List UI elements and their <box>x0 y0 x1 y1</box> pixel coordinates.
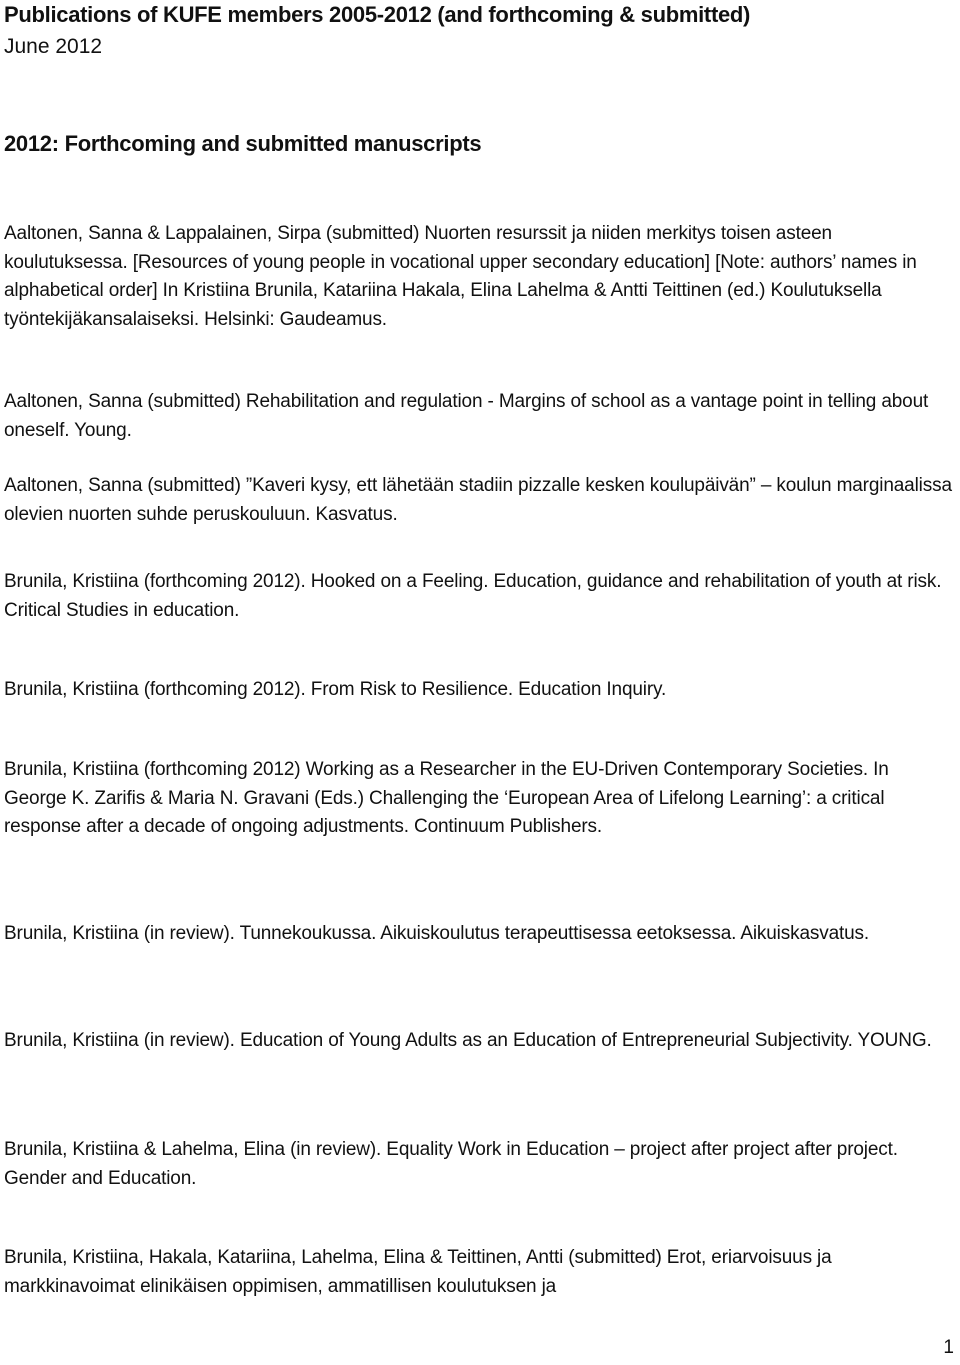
publication-entry: Brunila, Kristiina, Hakala, Katariina, Lahelma, Elina & Teittinen, Antti (submitted) Erot, eriarvoisuus ja markkinavoimat elinikäisen oppimisen, ammatillisen koulutuksen ja <box>4 1247 832 1297</box>
section-heading: 2012: Forthcoming and submitted manuscripts <box>4 131 482 156</box>
publication-entry: Brunila, Kristiina (in review). Tunnekoukussa. Aikuiskoulutus terapeuttisessa eetoksessa. Aikuiskasvatus. <box>4 923 870 944</box>
publication-entry: Brunila, Kristiina & Lahelma, Elina (in review). Equality Work in Education – project after project after project. Gender and Education. <box>4 1139 898 1189</box>
page-number: 1 <box>943 1337 954 1358</box>
publication-entry: Brunila, Kristiina (in review). Education of Young Adults as an Education of Entrepreneurial Subjectivity. YOUNG. <box>4 1030 932 1051</box>
publication-entry: Aaltonen, Sanna (submitted) Rehabilitation and regulation - Margins of school as a vantage point in telling about oneself. Young. <box>4 391 929 441</box>
publication-entry: Aaltonen, Sanna (submitted) ”Kaveri kysy, ett lähetään stadiin pizzalle kesken koulupäivän” – koulun marginaalissa olevien nuorten suhde peruskouluun. Kasvatus. <box>4 475 952 525</box>
publication-entry: Aaltonen, Sanna & Lappalainen, Sirpa (submitted) Nuorten resurssit ja niiden merkitys toisen asteen koulutuksessa. [Resources of young people in vocational upper secondary education] [Note: authors’ names in alphabetical order] In Kristiina Brunila, Katariina Hakala, Elina Lahelma & Antti Teittinen (ed.) Koulutuksella työntekijäkansalaiseksi. Helsinki: Gaudeamus. <box>4 223 917 330</box>
publication-entry: Brunila, Kristiina (forthcoming 2012). From Risk to Resilience. Education Inquiry. <box>4 679 667 700</box>
document-title: Publications of KUFE members 2005-2012 (and forthcoming & submitted) <box>4 2 751 27</box>
document-date: June 2012 <box>4 35 103 58</box>
publication-entry: Brunila, Kristiina (forthcoming 2012) Working as a Researcher in the EU-Driven Contemporary Societies. In George K. Zarifis & Maria N. Gravani (Eds.) Challenging the ‘European Area of Lifelong Learning’: a critical response after a decade of ongoing adjustments. Continuum Publishers. <box>4 759 889 837</box>
publication-entry: Brunila, Kristiina (forthcoming 2012). Hooked on a Feeling. Education, guidance and rehabilitation of youth at risk. Critical Studies in education. <box>4 571 942 621</box>
